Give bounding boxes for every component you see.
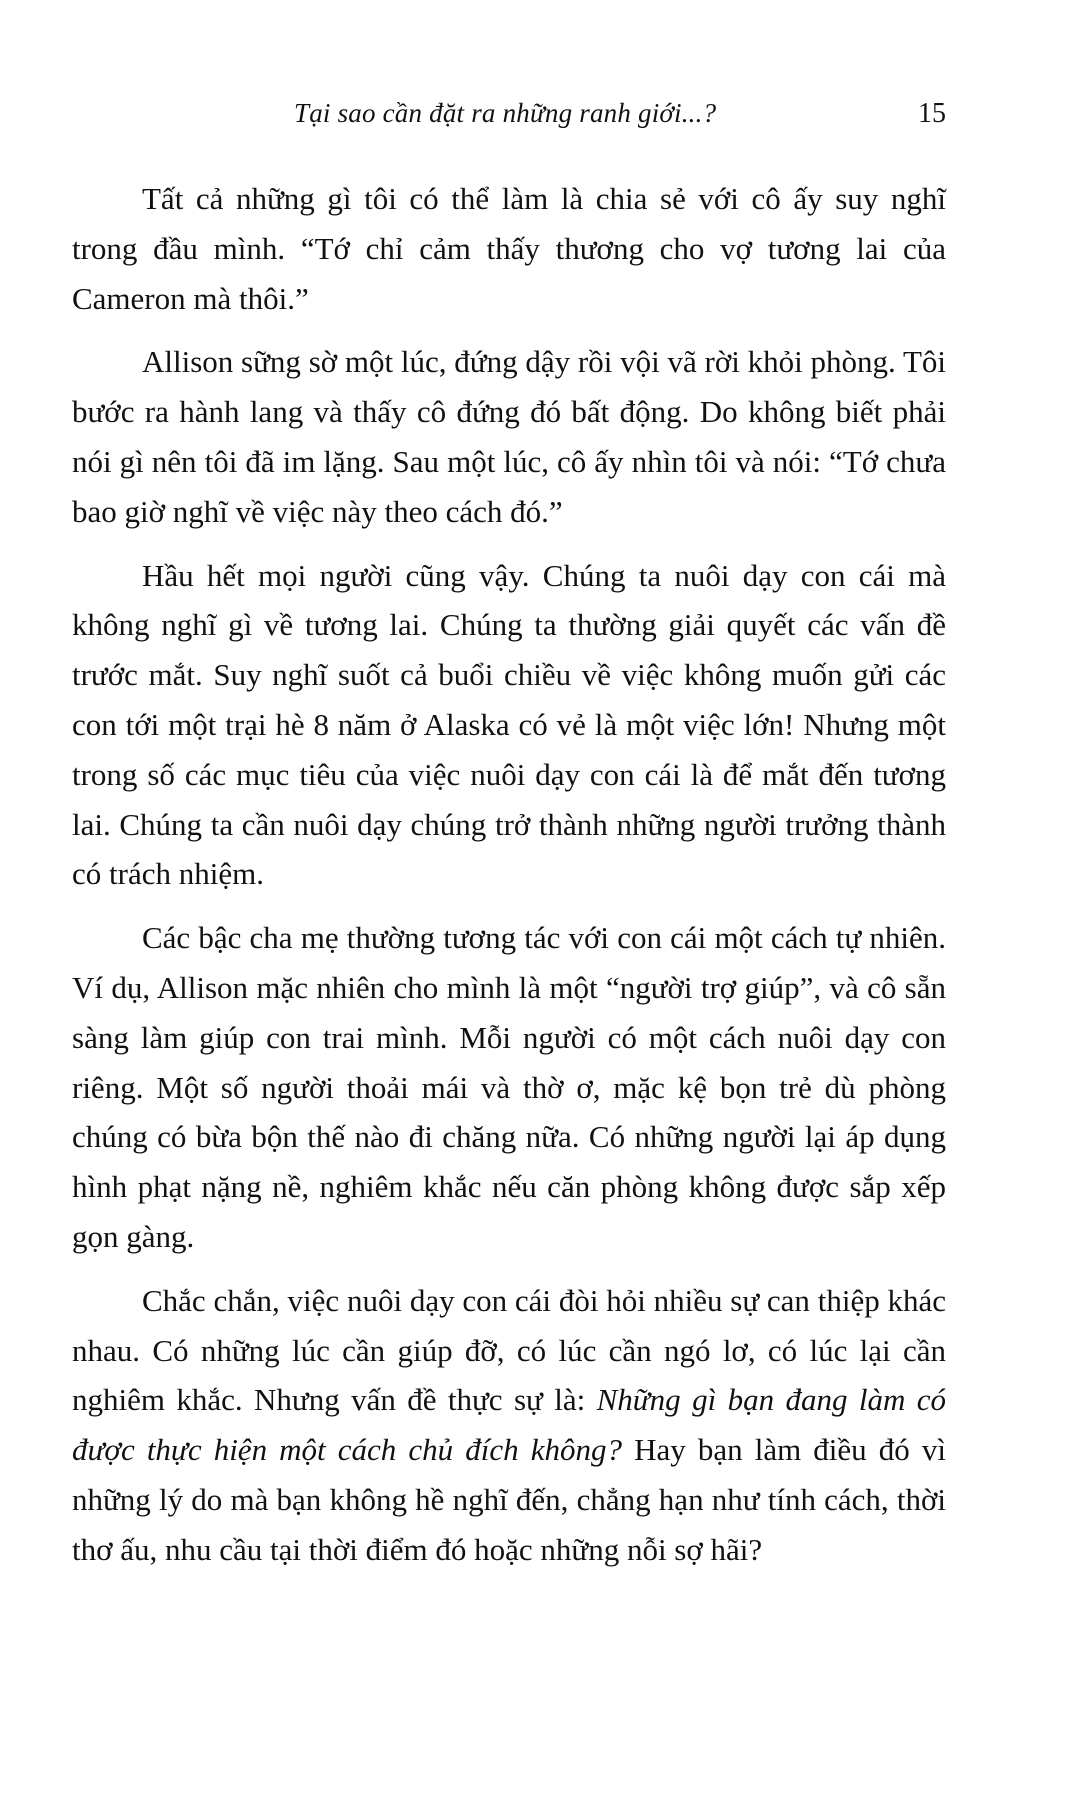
paragraph-5 <box>72 1276 946 1575</box>
paragraph-4: Các bậc cha mẹ thường tương tác với con cái một cách tự nhiên. Ví dụ, Allison mặc nhiên cho mình là một “người trợ giúp”, và cô sẵn sàng làm giúp con trai mình. Mỗi người có một cách nuôi dạy con riêng. Một số người thoải mái và thờ ơ, mặc kệ bọn trẻ dù phòng chúng có bừa bộn thế nào đi chăng nữa. Có những người lại áp dụng hình phạt nặng nề, nghiêm khắc nếu căn phòng không được sắp xếp gọn gàng. <box>72 920 946 1254</box>
paragraph-3: Hầu hết mọi người cũng vậy. Chúng ta nuôi dạy con cái mà không nghĩ gì về tương lai. Chúng ta thường giải quyết các vấn đề trước mắt. Suy nghĩ suốt cả buổi chiều về việc không muốn gửi các con tới một trại hè 8 năm ở Alaska có vẻ là một việc lớn! Nhưng một trong số các mục tiêu của việc nuôi dạy con cái là để mắt đến tương lai. Chúng ta cần nuôi dạy chúng trở thành những người trưởng thành có trách nhiệm. <box>72 557 946 892</box>
body-text <box>72 174 946 1589</box>
page-number: 15 <box>918 98 946 129</box>
running-title: Tại sao cần đặt ra những ranh giới...? <box>294 98 717 128</box>
paragraph-5-emphasis: Những gì bạn đang làm có được thực hiện một cách chủ đích không? <box>72 1382 946 1468</box>
paragraph-2: Allison sững sờ một lúc, đứng dậy rồi vội vã rời khỏi phòng. Tôi bước ra hành lang và thấy cô đứng đó bất động. Do không biết phải nói gì nên tôi đã im lặng. Sau một lúc, cô ấy nhìn tôi và nói: “Tớ chưa bao giờ nghĩ về việc này theo cách đó.” <box>72 344 946 529</box>
paragraph-1: Tất cả những gì tôi có thể làm là chia sẻ với cô ấy suy nghĩ trong đầu mình. “Tớ chỉ cảm thấy thương cho vợ tương lai của Cameron mà thôi.” <box>72 181 946 316</box>
running-header <box>72 96 946 136</box>
paragraph-5-tail: Hay bạn làm điều đó vì những lý do mà bạn không hề nghĩ đến, chẳng hạn như tính cách, thời thơ ấu, nhu cầu tại thời điểm đó hoặc những nỗi sợ hãi? <box>72 1432 946 1567</box>
paragraph-5-lead: Chắc chắn, việc nuôi dạy con cái đòi hỏi nhiều sự can thiệp khác nhau. Có những lúc cần giúp đỡ, có lúc cần ngó lơ, có lúc lại cần nghiêm khắc. Nhưng vấn đề thực sự là: <box>72 1282 946 1418</box>
